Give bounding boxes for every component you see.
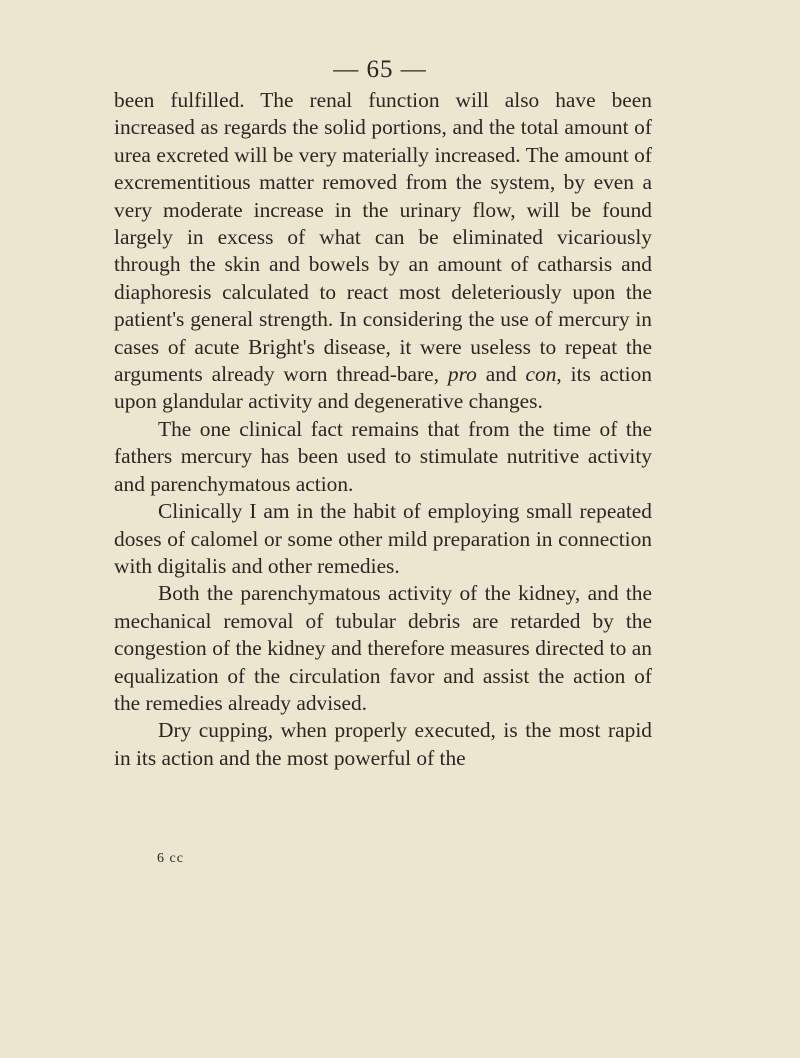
paragraph-1: [114, 87, 652, 416]
paragraph-1-text: been fulfilled. The renal function will also have been increased as regards the solid portions, and the total amount of urea excreted will be very materially increased. The amount of excrementitious matter removed from the system, by even a very moderate increase in the urinary flow, will be found largely in excess of what can be eliminated vicariously through the skin and bowels by an amount of catharsis and diaphoresis calculated to react most deleteriously upon the patient's general strength. In considering the use of mercury in cases of acute Bright's disease, it were useless to repeat the arguments already worn thread-bare,: [114, 88, 652, 387]
paragraph-4: Both the parenchymatous activity of the kidney, and the mechanical removal of tubular debris are retarded by the congestion of the kidney and therefore measures directed to an equalization of the circulation favor and assist the action of the remedies already advised.: [114, 581, 652, 715]
latin-term-pro: pro: [447, 362, 477, 387]
paragraph-1-joiner: and: [476, 362, 526, 387]
latin-term-con: con: [525, 362, 557, 387]
page-number: — 65 —: [333, 56, 427, 83]
paragraph-5: Dry cupping, when properly executed, is the most rapid in its action and the most powerful of the: [114, 718, 652, 770]
body-text: [114, 87, 652, 772]
signature-mark: 6 cc: [157, 851, 184, 866]
paragraph-2: The one clinical fact remains that from the time of the fathers mercury has been used to stimulate nutritive activity and parenchymatous action.: [114, 416, 652, 496]
paragraph-3: Clinically I am in the habit of employing small repeated doses of calomel or some other mild preparation in connection with digitalis and other remedies.: [114, 499, 652, 578]
paragraph-1-ending: , its action upon glandular activity and degenerative changes.: [114, 362, 652, 414]
